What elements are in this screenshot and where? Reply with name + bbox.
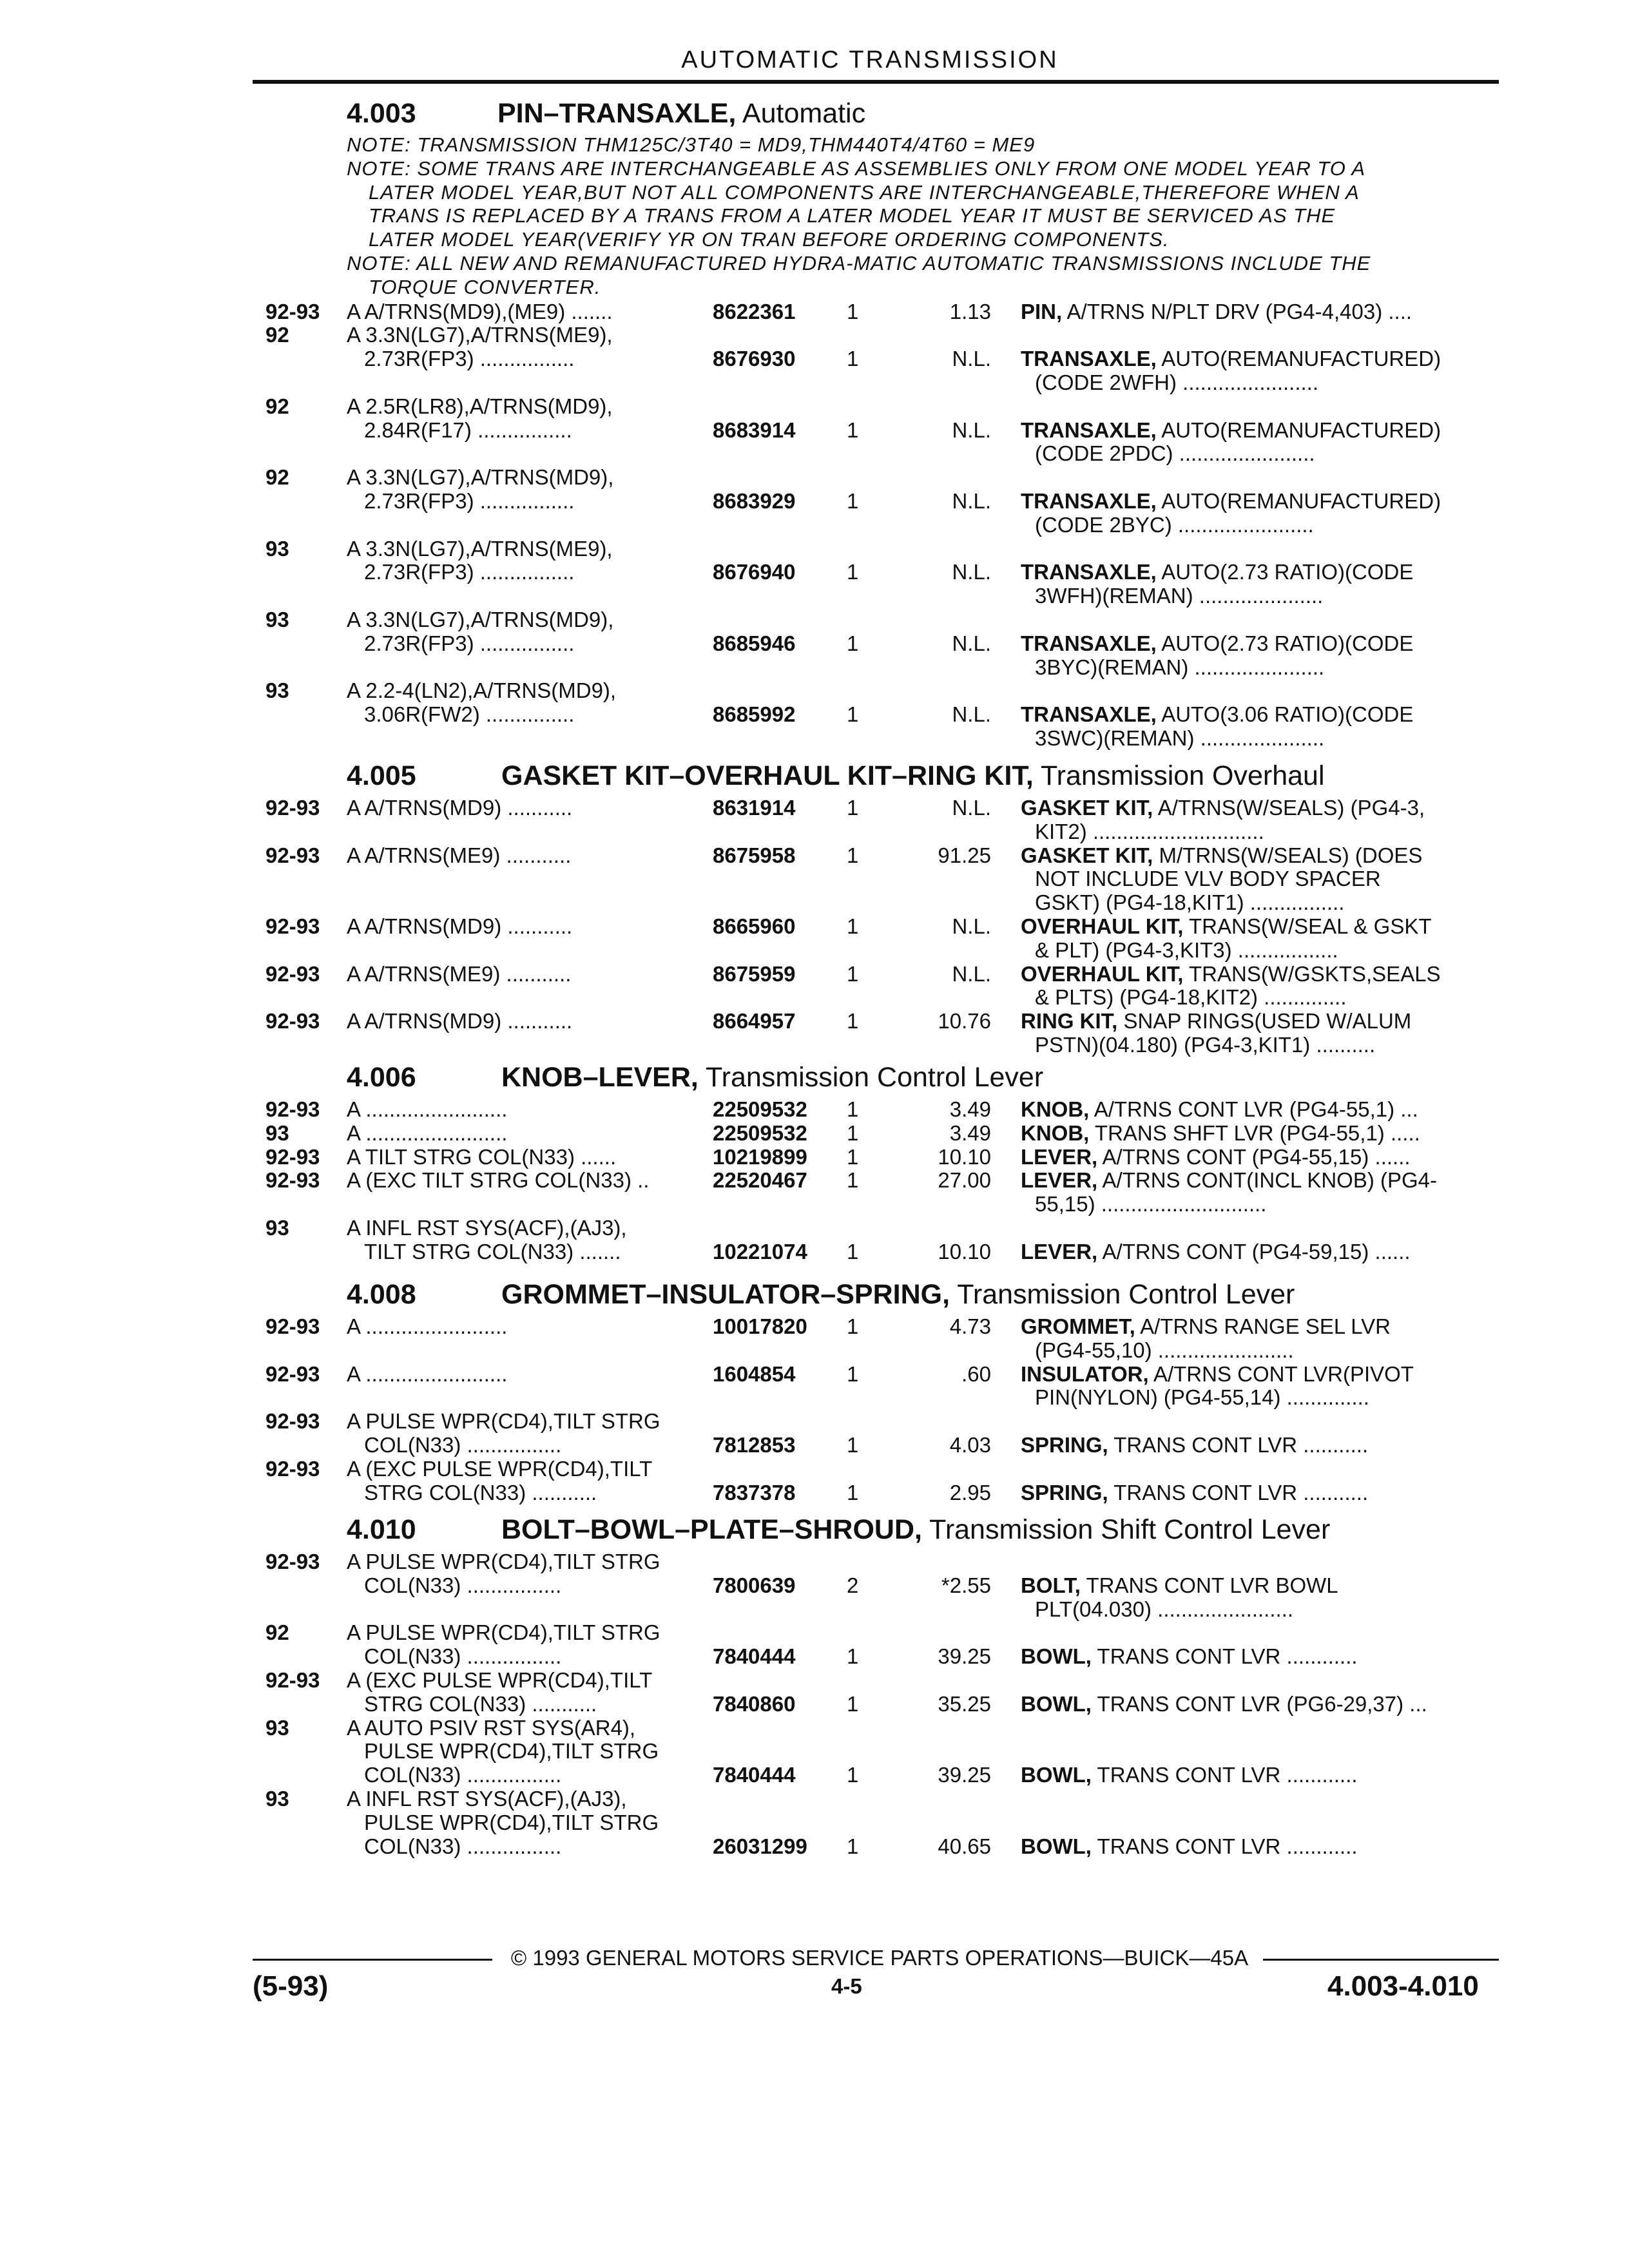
row-application: 2.84R(F17) ................ — [364, 418, 572, 442]
row-description-text: TRANS CONT LVR BOWL — [1080, 1573, 1338, 1597]
row-price: *2.55 — [941, 1573, 991, 1597]
row-description — [1021, 1097, 1418, 1122]
section-title-rest: Automatic — [736, 98, 866, 129]
row-description — [1021, 560, 1413, 584]
row-application: A A/TRNS(MD9) ........... — [347, 796, 573, 820]
row-quantity: 1 — [847, 1144, 859, 1169]
row-part-number: 22509532 — [713, 1097, 807, 1121]
row-application: A (EXC TILT STRG COL(N33) .. — [347, 1168, 650, 1193]
row-year: 92-93 — [265, 1314, 320, 1338]
row-application: A 3.3N(LG7),A/TRNS(ME9), — [347, 536, 613, 561]
section-title — [501, 1062, 1043, 1093]
row-description-continued: NOT INCLUDE VLV BODY SPACER — [1035, 867, 1381, 891]
row-year: 92-93 — [265, 1097, 320, 1121]
row-application: A 2.2-4(LN2),A/TRNS(MD9), — [347, 678, 617, 703]
row-quantity: 1 — [847, 843, 859, 867]
section-title — [501, 1514, 1330, 1546]
row-part-number: 8676940 — [713, 560, 796, 584]
section-title-bold: KNOB–LEVER, — [501, 1062, 699, 1093]
row-part-number: 1604854 — [713, 1361, 796, 1386]
row-description-text: TRANS(W/SEAL & GSKT — [1183, 914, 1432, 938]
row-price: N.L. — [952, 347, 991, 371]
row-part-number: 7812853 — [713, 1433, 796, 1457]
row-part-number: 7837378 — [713, 1480, 796, 1504]
row-application: A PULSE WPR(CD4),TILT STRG — [347, 1620, 660, 1645]
row-quantity: 1 — [847, 1009, 859, 1033]
row-description — [1021, 1314, 1391, 1339]
section-title-bold: GROMMET–INSULATOR–SPRING, — [501, 1279, 950, 1310]
row-part-number: 10219899 — [713, 1144, 807, 1169]
row-description — [1021, 418, 1441, 443]
row-price: N.L. — [952, 914, 991, 938]
row-quantity: 1 — [847, 1239, 859, 1264]
row-description-text: A/TRNS CONT (PG4-55,15) ...... — [1097, 1144, 1411, 1169]
row-quantity: 1 — [847, 1834, 859, 1858]
row-application: A A/TRNS(MD9) ........... — [347, 1009, 573, 1033]
row-price: 91.25 — [938, 843, 991, 867]
row-year: 92-93 — [265, 1009, 320, 1033]
row-description — [1021, 300, 1412, 324]
section-title-rest: Transmission Overhaul — [1033, 760, 1325, 791]
row-part-number: 8675958 — [713, 843, 796, 867]
row-part-number: 8664957 — [713, 1009, 796, 1033]
row-price: 10.10 — [938, 1239, 991, 1264]
footer-page-number: 4-5 — [831, 1974, 862, 1998]
row-description-text: A/TRNS CONT(INCL KNOB) (PG4- — [1097, 1168, 1438, 1193]
row-price: 3.49 — [949, 1097, 991, 1121]
row-description-text: AUTO(REMANUFACTURED) — [1156, 418, 1441, 442]
row-application: A PULSE WPR(CD4),TILT STRG — [347, 1550, 660, 1573]
section-note: NOTE: SOME TRANS ARE INTERCHANGEABLE AS ASSEMBLIES ONLY FROM ONE MODEL YEAR TO A — [347, 157, 1366, 180]
row-year: 92-93 — [265, 1550, 320, 1573]
row-application: A 2.5R(LR8),A/TRNS(MD9), — [347, 394, 613, 418]
row-description — [1021, 1121, 1420, 1146]
row-application: A A/TRNS(ME9) ........... — [347, 843, 572, 867]
row-price: N.L. — [952, 418, 991, 442]
row-description-keyword: TRANSAXLE, — [1021, 560, 1157, 584]
row-description-continued: 3SWC)(REMAN) ..................... — [1035, 726, 1325, 750]
row-price: .60 — [961, 1361, 991, 1386]
row-year: 92 — [265, 465, 289, 490]
row-quantity: 1 — [847, 418, 859, 442]
row-application: 2.73R(FP3) ................ — [364, 489, 575, 513]
row-application: A (EXC PULSE WPR(CD4),TILT — [347, 1456, 653, 1481]
footer-rule-left — [253, 1959, 492, 1961]
row-description-keyword: GASKET KIT, — [1021, 843, 1153, 867]
row-description-continued: PSTN)(04.180) (PG4-3,KIT1) .......... — [1035, 1033, 1376, 1057]
row-description — [1021, 914, 1432, 939]
row-price: 4.73 — [949, 1314, 991, 1338]
row-quantity: 1 — [847, 299, 859, 323]
section-title-bold: BOLT–BOWL–PLATE–SHROUD, — [501, 1514, 922, 1545]
row-description-text: TRANS CONT LVR ........... — [1108, 1480, 1369, 1504]
footer-date: (5-93) — [253, 1970, 329, 2002]
row-application: A INFL RST SYS(ACF),(AJ3), — [347, 1216, 627, 1240]
row-part-number: 10017820 — [713, 1314, 807, 1338]
row-description-text: TRANS SHFT LVR (PG4-55,1) ..... — [1089, 1120, 1420, 1145]
row-part-number: 8676930 — [713, 347, 796, 371]
row-year: 92-93 — [265, 1668, 320, 1692]
row-description — [1021, 1362, 1414, 1387]
row-description-keyword: RING KIT, — [1021, 1009, 1118, 1033]
row-description-keyword: KNOB, — [1021, 1097, 1090, 1121]
row-quantity: 1 — [847, 1120, 859, 1145]
row-description-keyword: OVERHAUL KIT, — [1021, 914, 1184, 938]
row-description — [1021, 1145, 1411, 1169]
row-part-number: 8685992 — [713, 702, 796, 727]
row-description-keyword: BOLT, — [1021, 1573, 1081, 1597]
row-description — [1021, 1009, 1411, 1033]
row-description-keyword: SPRING, — [1021, 1433, 1108, 1457]
row-application: 2.73R(FP3) ................ — [364, 347, 575, 371]
row-application: A A/TRNS(MD9),(ME9) ....... — [347, 299, 613, 323]
row-year: 92-93 — [265, 914, 320, 938]
row-price: 39.25 — [938, 1763, 991, 1787]
row-description — [1021, 347, 1441, 371]
row-quantity: 1 — [847, 961, 859, 986]
section-title — [501, 760, 1325, 792]
row-application: COL(N33) ................ — [364, 1433, 562, 1457]
row-quantity: 1 — [847, 1480, 859, 1504]
row-part-number: 8631914 — [713, 796, 796, 820]
section-note: TRANS IS REPLACED BY A TRANS FROM A LATER MODEL YEAR IT MUST BE SERVICED AS THE — [369, 204, 1336, 227]
row-quantity: 1 — [847, 1168, 859, 1193]
row-description — [1021, 1644, 1358, 1669]
row-year: 92-93 — [265, 1361, 320, 1386]
row-application: A ........................ — [347, 1361, 508, 1386]
section-title-rest: Transmission Control Lever — [950, 1279, 1295, 1310]
row-quantity: 1 — [847, 1433, 859, 1457]
row-year: 92-93 — [265, 1409, 320, 1434]
row-description-text: A/TRNS CONT LVR(PIVOT — [1148, 1361, 1414, 1386]
row-price: 2.95 — [949, 1480, 991, 1504]
row-quantity: 1 — [847, 1763, 859, 1787]
row-year: 93 — [265, 1216, 289, 1240]
row-quantity: 1 — [847, 702, 859, 727]
row-price: N.L. — [952, 560, 991, 584]
row-price: N.L. — [952, 489, 991, 513]
row-year: 93 — [265, 1715, 289, 1740]
row-part-number: 22509532 — [713, 1120, 807, 1145]
row-description-continued: (PG4-55,10) ....................... — [1035, 1338, 1294, 1362]
row-description — [1021, 1240, 1411, 1264]
section-note: NOTE: TRANSMISSION THM125C/3T40 = MD9,THM440T4/4T60 = ME9 — [347, 133, 1036, 156]
row-description-text: A/TRNS(W/SEALS) (PG4-3, — [1153, 796, 1425, 820]
row-application: COL(N33) ................ — [364, 1763, 562, 1787]
row-description-continued: (CODE 2WFH) ....................... — [1035, 370, 1319, 394]
row-description-text: AUTO(2.73 RATIO)(CODE — [1156, 560, 1414, 584]
row-description-keyword: LEVER, — [1021, 1168, 1098, 1193]
row-price: 10.10 — [938, 1144, 991, 1169]
row-application: STRG COL(N33) ........... — [364, 1691, 597, 1716]
row-description-text: A/TRNS CONT (PG4-59,15) ...... — [1097, 1239, 1411, 1264]
row-price: 10.76 — [938, 1009, 991, 1033]
section-title-bold: PIN–TRANSAXLE, — [497, 98, 737, 129]
row-part-number: 8683914 — [713, 418, 796, 442]
row-description-keyword: KNOB, — [1021, 1120, 1090, 1145]
row-description-keyword: BOWL, — [1021, 1834, 1092, 1858]
row-part-number: 8683929 — [713, 489, 796, 513]
row-price: 27.00 — [938, 1168, 991, 1193]
section-title-rest: Transmission Shift Control Lever — [921, 1514, 1331, 1545]
row-description — [1021, 1168, 1437, 1193]
row-description-keyword: GASKET KIT, — [1021, 796, 1153, 820]
footer-copyright: © 1993 GENERAL MOTORS SERVICE PARTS OPERATIONS—BUICK—45A — [510, 1946, 1249, 1970]
section-title-bold: GASKET KIT–OVERHAUL KIT–RING KIT, — [501, 760, 1034, 791]
row-year: 93 — [265, 678, 289, 703]
section-number: 4.006 — [347, 1062, 416, 1093]
row-quantity: 1 — [847, 631, 859, 655]
row-application: A PULSE WPR(CD4),TILT STRG — [347, 1409, 660, 1434]
row-description-text: M/TRNS(W/SEALS) (DOES — [1153, 843, 1423, 867]
row-application: 2.73R(FP3) ................ — [364, 560, 575, 584]
row-part-number: 22520467 — [713, 1168, 807, 1193]
row-description-keyword: GROMMET, — [1021, 1314, 1135, 1338]
row-application: A ........................ — [347, 1120, 508, 1145]
row-part-number: 7840444 — [713, 1763, 796, 1787]
row-year: 92-93 — [265, 299, 320, 323]
row-application: A A/TRNS(MD9) ........... — [347, 914, 573, 938]
row-description-keyword: TRANSAXLE, — [1021, 631, 1157, 655]
row-quantity: 2 — [847, 1573, 859, 1597]
section-title — [501, 1279, 1295, 1311]
section-note: LATER MODEL YEAR,BUT NOT ALL COMPONENTS ARE INTERCHANGEABLE,THEREFORE WHEN A — [369, 180, 1360, 204]
row-part-number: 8675959 — [713, 961, 796, 986]
row-description-continued: & PLTS) (PG4-18,KIT2) .............. — [1035, 985, 1347, 1010]
row-quantity: 1 — [847, 914, 859, 938]
row-year: 92-93 — [265, 1144, 320, 1169]
section-note: NOTE: ALL NEW AND REMANUFACTURED HYDRA-MATIC AUTOMATIC TRANSMISSIONS INCLUDE THE — [347, 252, 1371, 274]
row-price: N.L. — [952, 702, 991, 727]
row-description-continued: 3WFH)(REMAN) ..................... — [1035, 584, 1324, 608]
row-application: A INFL RST SYS(ACF),(AJ3), — [347, 1787, 627, 1811]
row-year: 92 — [265, 1620, 289, 1645]
row-description — [1021, 489, 1441, 514]
row-description — [1021, 1433, 1368, 1457]
row-price: 3.49 — [949, 1120, 991, 1145]
row-description-text: TRANS CONT LVR (PG6-29,37) ... — [1091, 1691, 1427, 1716]
row-quantity: 1 — [847, 1644, 859, 1669]
row-price: N.L. — [952, 796, 991, 820]
row-description-text: TRANS CONT LVR ........... — [1108, 1433, 1369, 1457]
row-part-number: 7840860 — [713, 1691, 796, 1716]
row-price: 4.03 — [949, 1433, 991, 1457]
row-description-continued: (CODE 2PDC) ....................... — [1035, 441, 1315, 466]
row-application: A A/TRNS(ME9) ........... — [347, 961, 572, 986]
row-price: 39.25 — [938, 1644, 991, 1669]
row-price: 1.13 — [949, 299, 991, 323]
section-title — [497, 98, 865, 130]
row-description-continued: & PLT) (PG4-3,KIT3) ................. — [1035, 937, 1338, 962]
page-header-title: AUTOMATIC TRANSMISSION — [681, 46, 1059, 73]
row-application: COL(N33) ................ — [364, 1573, 562, 1597]
row-quantity: 1 — [847, 1691, 859, 1716]
row-application: A 3.3N(LG7),A/TRNS(ME9), — [347, 323, 613, 347]
row-description-keyword: INSULATOR, — [1021, 1361, 1149, 1386]
row-description-text: AUTO(REMANUFACTURED) — [1156, 347, 1441, 371]
row-description — [1021, 843, 1422, 868]
row-description-text: AUTO(REMANUFACTURED) — [1156, 489, 1441, 513]
row-quantity: 1 — [847, 1314, 859, 1338]
row-application: TILT STRG COL(N33) ....... — [364, 1239, 621, 1264]
row-description-text: TRANS CONT LVR ............ — [1091, 1834, 1358, 1858]
row-application: STRG COL(N33) ........... — [364, 1480, 597, 1504]
section-note: LATER MODEL YEAR(VERIFY YR ON TRAN BEFORE ORDERING COMPONENTS. — [369, 228, 1170, 251]
row-part-number: 7840444 — [713, 1644, 796, 1669]
row-description-text: A/TRNS N/PLT DRV (PG4-4,403) .... — [1062, 299, 1412, 323]
row-description-continued: PLT(04.030) ....................... — [1035, 1597, 1294, 1621]
row-quantity: 1 — [847, 489, 859, 513]
row-quantity: 1 — [847, 347, 859, 371]
row-quantity: 1 — [847, 796, 859, 820]
row-application: 3.06R(FW2) ............... — [364, 702, 575, 727]
row-description-keyword: BOWL, — [1021, 1644, 1092, 1669]
row-description — [1021, 702, 1413, 727]
section-number: 4.005 — [347, 760, 416, 791]
row-part-number: 26031299 — [713, 1834, 807, 1858]
row-application: A (EXC PULSE WPR(CD4),TILT — [347, 1668, 653, 1692]
row-description-keyword: TRANSAXLE, — [1021, 702, 1157, 727]
row-description-continued: KIT2) ............................. — [1035, 819, 1264, 843]
row-description-text: SNAP RINGS(USED W/ALUM — [1117, 1009, 1412, 1033]
row-description-keyword: OVERHAUL KIT, — [1021, 961, 1184, 986]
row-description-keyword: SPRING, — [1021, 1480, 1108, 1504]
row-application: A ........................ — [347, 1314, 508, 1338]
row-description-text: A/TRNS RANGE SEL LVR — [1135, 1314, 1391, 1338]
row-year: 92-93 — [265, 796, 320, 820]
row-description-keyword: BOWL, — [1021, 1763, 1092, 1787]
row-description — [1021, 1573, 1338, 1598]
row-part-number: 8622361 — [713, 299, 796, 323]
row-price: N.L. — [952, 631, 991, 655]
row-year: 92-93 — [265, 961, 320, 986]
row-year: 93 — [265, 608, 289, 631]
row-quantity: 1 — [847, 1361, 859, 1386]
row-description-continued: 3BYC)(REMAN) ...................... — [1035, 655, 1325, 679]
row-description-text: TRANS CONT LVR ............ — [1091, 1644, 1358, 1669]
row-description — [1021, 1834, 1358, 1859]
row-description — [1021, 796, 1425, 820]
row-description-continued: GSKT) (PG4-18,KIT1) ................ — [1035, 890, 1345, 915]
row-description-keyword: LEVER, — [1021, 1144, 1098, 1169]
row-application: A 3.3N(LG7),A/TRNS(MD9), — [347, 465, 614, 490]
row-part-number: 10221074 — [713, 1239, 807, 1264]
row-description-text: AUTO(3.06 RATIO)(CODE — [1156, 702, 1414, 727]
row-application: A AUTO PSIV RST SYS(AR4), — [347, 1715, 636, 1740]
row-price: N.L. — [952, 961, 991, 986]
row-description — [1021, 1763, 1358, 1787]
row-application: A TILT STRG COL(N33) ...... — [347, 1144, 617, 1169]
row-application: A 3.3N(LG7),A/TRNS(MD9), — [347, 608, 614, 631]
row-quantity: 1 — [847, 560, 859, 584]
section-number: 4.010 — [347, 1514, 416, 1545]
footer-section-range: 4.003-4.010 — [1327, 1970, 1479, 2002]
header-rule — [253, 80, 1499, 84]
row-description-text: AUTO(2.73 RATIO)(CODE — [1156, 631, 1414, 655]
row-year: 93 — [265, 1120, 289, 1145]
row-description-keyword: BOWL, — [1021, 1691, 1092, 1716]
section-number: 4.003 — [347, 98, 416, 129]
row-year: 92-93 — [265, 843, 320, 867]
row-description — [1021, 631, 1413, 656]
row-description — [1021, 962, 1441, 986]
row-year: 92 — [265, 394, 289, 418]
row-description-continued: (CODE 2BYC) ....................... — [1035, 512, 1314, 537]
row-year: 92 — [265, 323, 289, 347]
row-application: A ........................ — [347, 1097, 508, 1121]
row-description-keyword: TRANSAXLE, — [1021, 489, 1157, 513]
row-description-keyword: TRANSAXLE, — [1021, 418, 1157, 442]
row-description — [1021, 1481, 1368, 1505]
row-part-number: 8685946 — [713, 631, 796, 655]
row-description — [1021, 1692, 1427, 1716]
row-application: COL(N33) ................ — [364, 1644, 562, 1669]
section-note: TORQUE CONVERTER. — [369, 275, 601, 298]
row-price: 35.25 — [938, 1691, 991, 1716]
row-description-keyword: PIN, — [1021, 299, 1063, 323]
row-application: 2.73R(FP3) ................ — [364, 631, 575, 655]
row-year: 93 — [265, 1787, 289, 1811]
row-description-text: TRANS(W/GSKTS,SEALS — [1183, 961, 1441, 986]
row-application: PULSE WPR(CD4),TILT STRG — [364, 1810, 659, 1834]
row-part-number: 7800639 — [713, 1573, 796, 1597]
footer-rule-right — [1263, 1959, 1499, 1961]
row-year: 92-93 — [265, 1168, 320, 1193]
row-application: COL(N33) ................ — [364, 1834, 562, 1858]
section-title-rest: Transmission Control Lever — [698, 1062, 1044, 1093]
row-description-continued: 55,15) ............................ — [1035, 1192, 1267, 1216]
row-description-keyword: TRANSAXLE, — [1021, 347, 1157, 371]
row-year: 93 — [265, 536, 289, 561]
row-application: PULSE WPR(CD4),TILT STRG — [364, 1739, 659, 1763]
row-description-continued: PIN(NYLON) (PG4-55,14) .............. — [1035, 1385, 1369, 1410]
row-description-keyword: LEVER, — [1021, 1239, 1098, 1264]
row-quantity: 1 — [847, 1097, 859, 1121]
row-price: 40.65 — [938, 1834, 991, 1858]
section-number: 4.008 — [347, 1279, 416, 1310]
row-description-text: A/TRNS CONT LVR (PG4-55,1) ... — [1089, 1097, 1418, 1121]
row-year: 92-93 — [265, 1456, 320, 1481]
row-part-number: 8665960 — [713, 914, 796, 938]
row-description-text: TRANS CONT LVR ............ — [1091, 1763, 1358, 1787]
